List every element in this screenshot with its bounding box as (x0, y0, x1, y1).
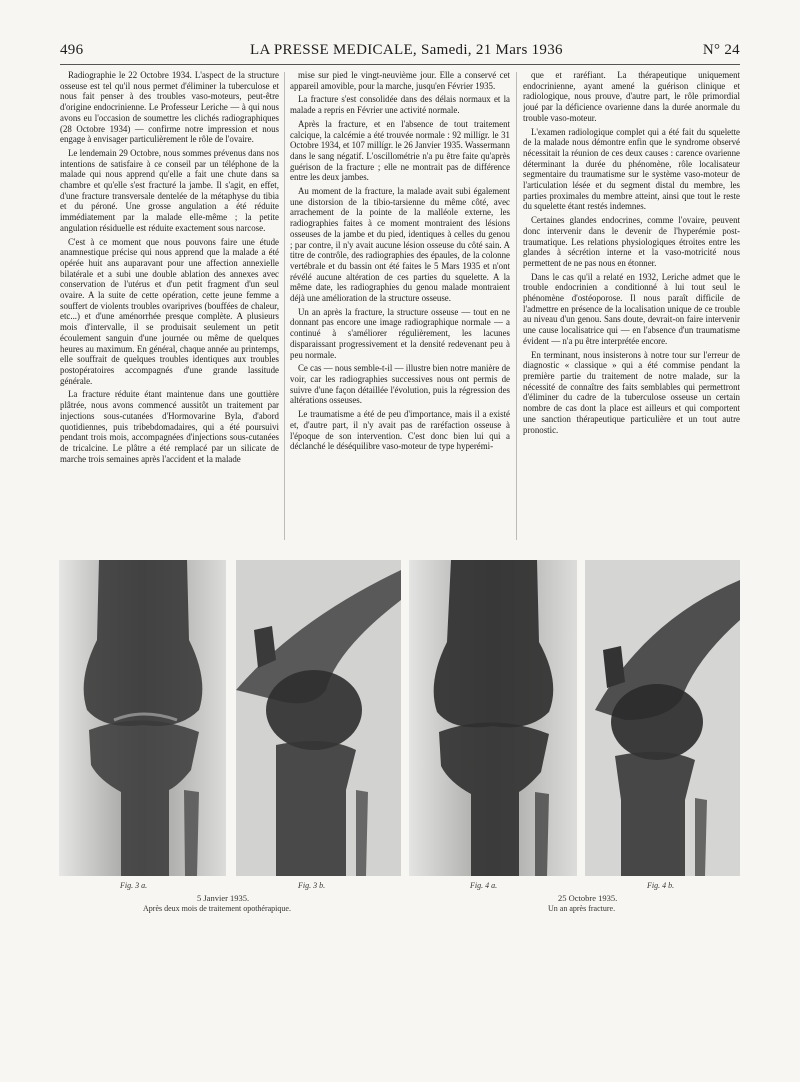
fig-3-note: Après deux mois de traitement opothérapique. (143, 904, 291, 913)
page-number: 496 (60, 42, 84, 58)
paragraph: Le lendemain 29 Octobre, nous sommes prévenus dans nos intentions de satisfaire à ce conseil par un téléphone de la malade qui nous apprend qu'elle a fait une chute dans sa chambre et qu'elle s'est fracturé la jambe. Il s'agit, en effet, d'une fracture transversale dentelée de la métaphyse du tibia et du péroné. Une grosse angulation a été réduite immédiatement par la malade elle-même ; la petite angulation résiduelle est réduite exactement sous narcose. (60, 147, 279, 233)
text-column-1 (60, 70, 279, 540)
issue-number: N° 24 (702, 42, 740, 58)
paragraph: Certaines glandes endocrines, comme l'ovaire, peuvent donc intervenir dans le devenir de l'hyperémie post-traumatique. Les relations physiologiques étroites entre les glandes à sécrétion interne et la vaso-motricité nous permettent de ne pas nous en étonner. (523, 215, 740, 268)
text-column-2 (290, 70, 510, 540)
paragraph: L'examen radiologique complet qui a été fait du squelette de la malade nous démontre enfin que le syndrome observé nécessitait la réunion de ces deux causes : carence ovarienne déterminant la durée du phénomène, rôle localisateur segmentaire du traumatisme sur le système vaso-moteur de l'articulation lésée et du segment distal du membre, les parties proximales du membre atteint, ainsi que tout le reste du squelette étant restés indemnes. (523, 126, 740, 212)
paragraph: Le traumatisme a été de peu d'importance, mais il a existé et, d'autre part, il n'y avait pas de raréfaction osseuse à l'époque de son intervention. C'est donc bien lui qui a déclanché le déséquilibre vaso-moteur de type hyperémi- (290, 409, 510, 452)
paragraph: En terminant, nous insisterons à notre tour sur l'erreur de diagnostic « classique » qui a été commise pendant la première partie du traitement de notre malade, sur la nécessité de connaître des faits semblables qui permettront d'éliminer du cadre de la tuberculose osseuse un certain nombre de cas dont la place est ailleurs et qui comportent une sanction thérapeutique particulière et un tout autre pronostic. (523, 349, 740, 435)
paragraph: Dans le cas qu'il a relaté en 1932, Leriche admet que le trouble endocrinien a conditionné à lui tout seul le phénomène d'ostéoporose. Il nous paraît difficile de l'admettre en présence de la localisation unique de ce trouble au niveau d'un genou. Sans doute, devrait-on faire intervenir une cause localisatrice qui — en l'absence d'un traumatisme évident — n'a pu être interprétée encore. (523, 271, 740, 346)
paragraph: La fracture réduite étant maintenue dans une gouttière plâtrée, nous avons commencé aussitôt un traitement par injections sous-cutanées d'Hormovarine Byla, d'abord quotidiennes, puis tribebdomadaires, qui a été poursuivi pendant trois mois, accompagnées d'injections sous-cutanées de tricalcine. Le plâtre a été remplacé par un silicate de marche trois semaines après l'accident et la malade (60, 389, 279, 464)
journal-title: LA PRESSE MEDICALE, Samedi, 21 Mars 1936 (250, 42, 563, 58)
paragraph: Ce cas — nous semble-t-il — illustre bien notre manière de voir, car les radiographies successives nous ont permis de suivre d'une façon détaillée l'évolution, puis la régression des altérations osseuses. (290, 363, 510, 406)
paragraph: Radiographie le 22 Octobre 1934. L'aspect de la structure osseuse est tel qu'il nous permet d'éliminer la tuberculose et nous fait penser à des troubles vaso-moteurs, peut-être d'origine endocrinienne. Le Professeur Leriche — à qui nous avons eu l'occasion de soumettre les clichés radiographiques (28 Octobre 1934) — confirme notre impression et nous engage à envisager particulièrement le rôle de l'ovaire. (60, 70, 279, 145)
knee-xray-lateral-1935-10 (585, 560, 740, 876)
knee-xray-front-1935-10 (409, 560, 577, 876)
paragraph: Après la fracture, et en l'absence de tout traitement calcique, la calcémie a été trouvée normale : 92 millígr. le 31 Octobre 1934, et 107 millígr. le 26 Janvier 1935. Wassermann dans le sang négatif. L'oscillométrie n'a pu être faite qu'après guérison de la fracture ; elle ne montrait pas de différence entre les deux jambes. (290, 118, 510, 183)
fig-4-note: Un an après fracture. (548, 904, 616, 913)
page-header (60, 42, 740, 62)
paragraph: C'est à ce moment que nous pouvons faire une étude anamnestique précise qui nous apprend que la malade a été opérée huit ans auparavant pour une affection annexielle bilatérale et a subi une double ablation des annexes avec conservation de l'utérus et d'un petit fragment d'un seul ovaire. A la suite de cette opération, cette jeune femme a souffert de violents troubles ovariprives (bouffées de chaleur, etc...) et d'une aménorrhée presque complète. A plusieurs mois d'intervalle, il se produisait seulement un petit écoulement sanguin d'une journée ou même de quelques heures au maximum. En général, chaque année au printemps, elle souffrait de quelques troubles identiques aux troubles postopératoires accompagnés d'une grande lassitude générale. (60, 236, 279, 386)
paragraph: La fracture s'est consolidée dans des délais normaux et la malade a repris en Février une activité normale. (290, 94, 510, 116)
fig-3b-label: Fig. 3 b. (298, 881, 326, 890)
header-rule (60, 64, 740, 65)
paragraph: mise sur pied le vingt-neuvième jour. Elle a conservé cet appareil amovible, pour la marche, jusqu'en Février 1935. (290, 70, 510, 91)
fig-4b-label: Fig. 4 b. (647, 881, 675, 890)
paragraph: Au moment de la fracture, la malade avait subi également une distorsion de la tibio-tarsienne du même côté, avec arrachement de la pointe de la malléole externe, les radiographies faites à ce moment montraient des lésions osseuses de la jambe et du pied, identiques à celles du genou ; par contre, il n'y avait aucune lésion osseuse du côté sain. A titre de contrôle, des radiographies des épaules, de la colonne vertébrale et du bassin ont été faites le 5 Mars 1935 et n'ont révélé aucune altération de ces parties du squelette. A la même date, les radiographies du genou malade montraient déjà une amélioration de la structure osseuse. (290, 186, 510, 304)
column-divider (516, 72, 517, 540)
fig-3-date: 5 Janvier 1935. (197, 893, 250, 903)
text-column-3 (523, 70, 740, 540)
fig-3a-label: Fig. 3 a. (120, 881, 148, 890)
fig-4-date: 25 Octobre 1935. (558, 893, 618, 903)
knee-xray-front-1935-01 (59, 560, 226, 876)
paragraph: que et raréfiant. La thérapeutique uniquement endocrinienne, ayant amené la guérison clinique et radiologique, nous prouve, d'autre part, le rôle primordial joué par la déficience ovarienne dans la durée anormale du trouble vaso-moteur. (523, 70, 740, 123)
paragraph: Un an après la fracture, la structure osseuse — tout en ne donnant pas encore une image radiographique normale — a continué à s'améliorer régulièrement, les lacunes disparaissant progressivement et la densité redevenant peu à peu normale. (290, 306, 510, 360)
fig-4a-label: Fig. 4 a. (470, 881, 498, 890)
column-divider (284, 72, 285, 540)
knee-xray-lateral-1935-01 (236, 560, 401, 876)
